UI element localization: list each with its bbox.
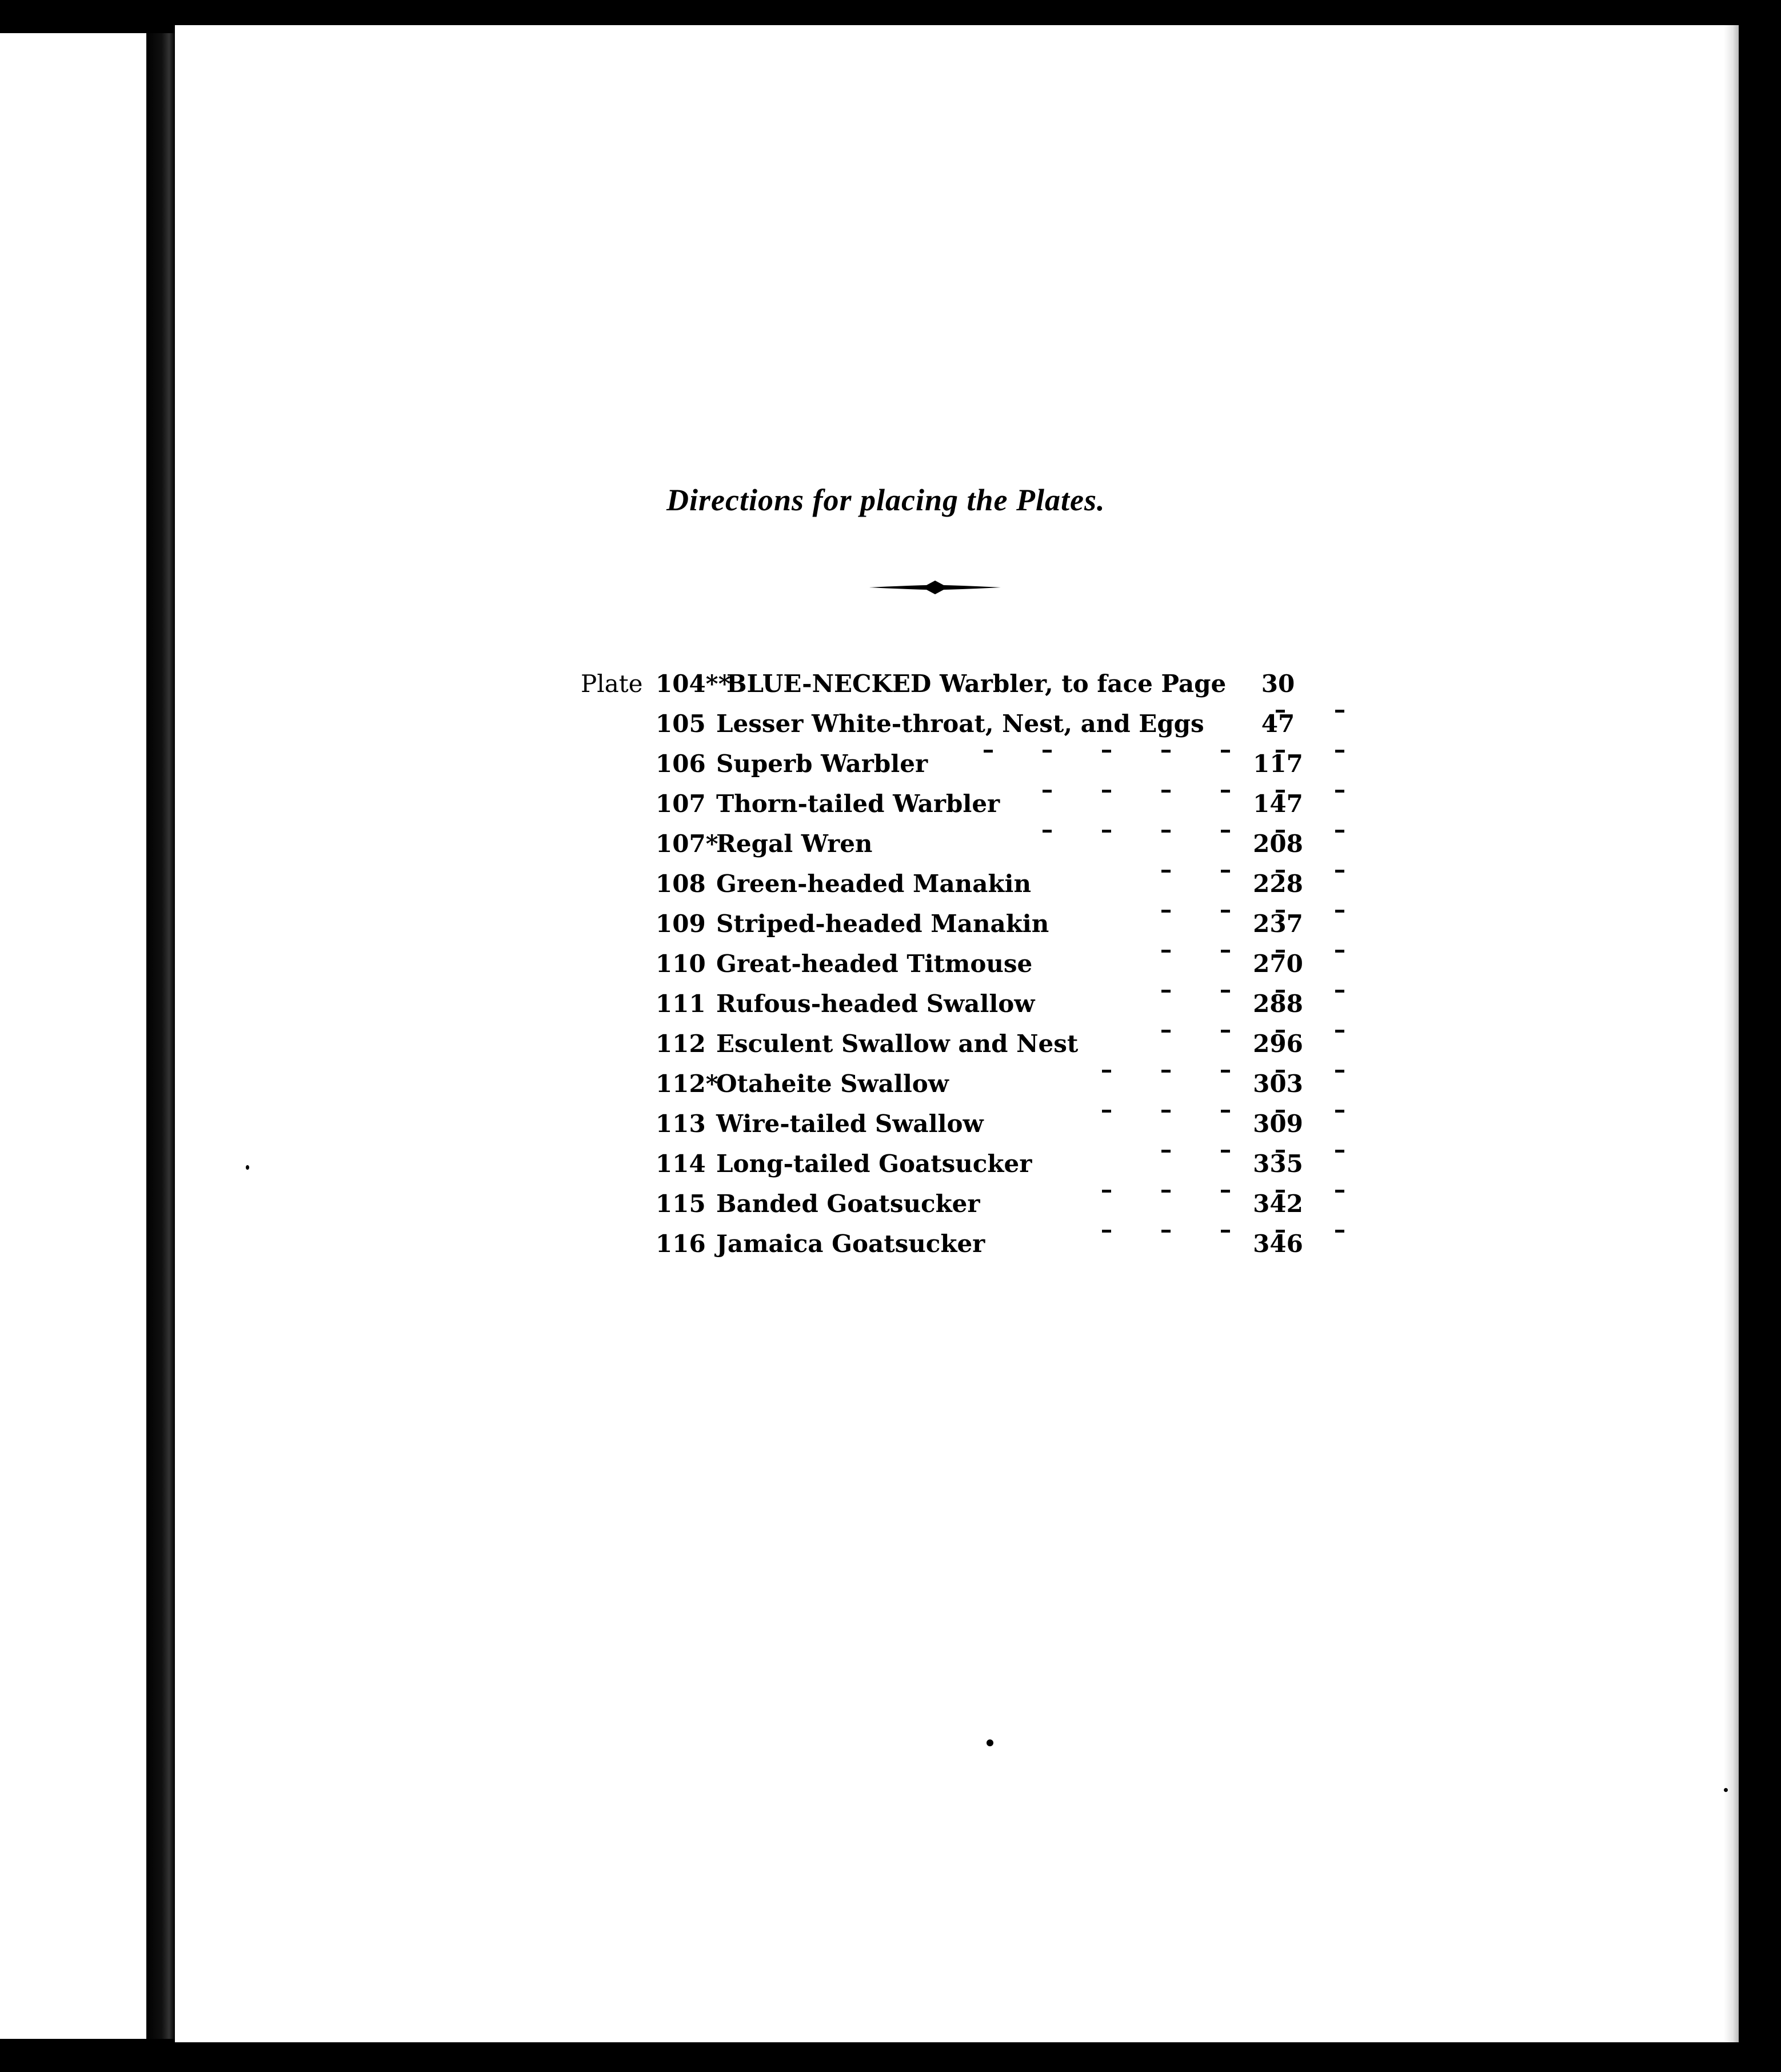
leader-dash xyxy=(1102,790,1111,793)
page-number: 228 xyxy=(1253,870,1303,898)
leader-dash xyxy=(1335,950,1344,953)
leader-dash xyxy=(1161,1070,1171,1073)
plate-number: 112* xyxy=(656,1070,718,1098)
plate-number: 115 xyxy=(656,1190,706,1218)
plate-row xyxy=(581,990,1324,1024)
leader-dash xyxy=(1335,1150,1344,1153)
book-page xyxy=(175,25,1739,2042)
plate-number: 107* xyxy=(656,830,718,858)
leader-dash xyxy=(1161,1110,1171,1113)
plate-number: 112 xyxy=(656,1030,706,1058)
leader-dash xyxy=(1161,750,1171,753)
page-number: 335 xyxy=(1253,1150,1303,1178)
page-number: 47 xyxy=(1261,710,1295,738)
page-number: 30 xyxy=(1261,670,1295,698)
leader-dash xyxy=(1335,710,1344,713)
leader-dash xyxy=(1161,1150,1171,1153)
leader-dash xyxy=(1221,1150,1230,1153)
plate-row xyxy=(581,910,1324,944)
page-number: 117 xyxy=(1253,750,1303,778)
leader-dash xyxy=(1221,1230,1230,1233)
leader-dash xyxy=(1161,950,1171,953)
leader-dash xyxy=(1221,1070,1230,1073)
page-number: 296 xyxy=(1253,1030,1303,1058)
ink-speck xyxy=(1724,1788,1728,1792)
leader-dash xyxy=(1221,950,1230,953)
page-number: 270 xyxy=(1253,950,1303,978)
page-number: 147 xyxy=(1253,790,1303,818)
leader-dash xyxy=(1335,1190,1344,1193)
plate-row xyxy=(581,830,1324,864)
page-heading: Directions for placing the Plates. xyxy=(666,483,1105,517)
plate-number: 105 xyxy=(656,710,706,738)
plate-title: Regal Wren xyxy=(716,830,873,858)
leader-dash xyxy=(1335,1030,1344,1033)
plate-row xyxy=(581,710,1324,744)
plate-row xyxy=(581,1030,1324,1064)
plate-number: 110 xyxy=(656,950,706,978)
leader-dash xyxy=(1043,830,1052,833)
leader-dash xyxy=(1102,1190,1111,1193)
plate-row xyxy=(581,870,1324,904)
page-number: 346 xyxy=(1253,1230,1303,1258)
leader-dash xyxy=(1221,750,1230,753)
leader-dash xyxy=(1102,1230,1111,1233)
plate-number: 104** xyxy=(656,670,731,698)
page-number: 208 xyxy=(1253,830,1303,858)
plate-label: Plate xyxy=(581,670,643,698)
leader-dash xyxy=(1221,790,1230,793)
page-number: 303 xyxy=(1253,1070,1303,1098)
ink-speck xyxy=(246,1165,249,1170)
page-number: 309 xyxy=(1253,1110,1303,1138)
plate-number: 116 xyxy=(656,1230,706,1258)
plate-row xyxy=(581,1230,1324,1264)
ink-speck xyxy=(987,1739,993,1746)
leader-dash xyxy=(1221,870,1230,873)
plate-number: 106 xyxy=(656,750,706,778)
leader-dash xyxy=(1221,990,1230,993)
leader-dash xyxy=(1335,750,1344,753)
leader-dash xyxy=(984,750,993,753)
leader-dash xyxy=(1102,1110,1111,1113)
plate-title: Great-headed Titmouse xyxy=(716,950,1033,978)
book-gutter xyxy=(146,33,175,2039)
leader-dash xyxy=(1221,910,1230,913)
leader-dash xyxy=(1102,750,1111,753)
plate-row xyxy=(581,790,1324,824)
leader-dash xyxy=(1161,790,1171,793)
leader-dash xyxy=(1161,830,1171,833)
leader-dash xyxy=(1161,1030,1171,1033)
leader-dash xyxy=(1335,790,1344,793)
diamond-rule-ornament xyxy=(869,576,1001,599)
leader-dash xyxy=(1161,910,1171,913)
page-number: 237 xyxy=(1253,910,1303,938)
page-right-edge xyxy=(1724,25,1739,2042)
plate-title: BLUE-NECKED Warbler, to face Page xyxy=(726,670,1227,698)
plate-title: Rufous-headed Swallow xyxy=(716,990,1035,1018)
leader-dash xyxy=(1161,990,1171,993)
leader-dash xyxy=(1335,1070,1344,1073)
plate-row xyxy=(581,670,1324,704)
plate-number: 111 xyxy=(656,990,706,1018)
plate-number: 114 xyxy=(656,1150,706,1178)
plate-title: Striped-headed Manakin xyxy=(716,910,1049,938)
leader-dash xyxy=(1335,910,1344,913)
plate-title: Thorn-tailed Warbler xyxy=(716,790,1000,818)
plate-title: Superb Warbler xyxy=(716,750,928,778)
plate-number: 108 xyxy=(656,870,706,898)
leader-dash xyxy=(1043,750,1052,753)
facing-page-edge xyxy=(0,33,146,2039)
plate-row xyxy=(581,1070,1324,1104)
leader-dash xyxy=(1335,870,1344,873)
page-number: 342 xyxy=(1253,1190,1303,1218)
leader-dash xyxy=(1161,1230,1171,1233)
plate-number: 109 xyxy=(656,910,706,938)
plate-title: Otaheite Swallow xyxy=(716,1070,949,1098)
plate-title: Long-tailed Goatsucker xyxy=(716,1150,1032,1178)
plate-row xyxy=(581,1150,1324,1184)
plate-title: Jamaica Goatsucker xyxy=(716,1230,985,1258)
leader-dash xyxy=(1102,1070,1111,1073)
plate-number: 107 xyxy=(656,790,706,818)
leader-dash xyxy=(1102,830,1111,833)
plate-number: 113 xyxy=(656,1110,706,1138)
leader-dash xyxy=(1221,1110,1230,1113)
plate-title: Lesser White-throat, Nest, and Eggs xyxy=(716,710,1204,738)
leader-dash xyxy=(1221,1030,1230,1033)
plate-title: Wire-tailed Swallow xyxy=(716,1110,984,1138)
plate-row xyxy=(581,1190,1324,1224)
page-number: 288 xyxy=(1253,990,1303,1018)
plate-row xyxy=(581,1110,1324,1144)
leader-dash xyxy=(1335,1110,1344,1113)
plate-title: Esculent Swallow and Nest xyxy=(716,1030,1079,1058)
leader-dash xyxy=(1221,830,1230,833)
plate-title: Green-headed Manakin xyxy=(716,870,1032,898)
leader-dash xyxy=(1161,1190,1171,1193)
leader-dash xyxy=(1043,790,1052,793)
leader-dash xyxy=(1335,990,1344,993)
leader-dash xyxy=(1221,1190,1230,1193)
plate-title: Banded Goatsucker xyxy=(716,1190,980,1218)
plate-row xyxy=(581,950,1324,984)
leader-dash xyxy=(1335,830,1344,833)
leader-dash xyxy=(1335,1230,1344,1233)
plate-row xyxy=(581,750,1324,784)
leader-dash xyxy=(1161,870,1171,873)
